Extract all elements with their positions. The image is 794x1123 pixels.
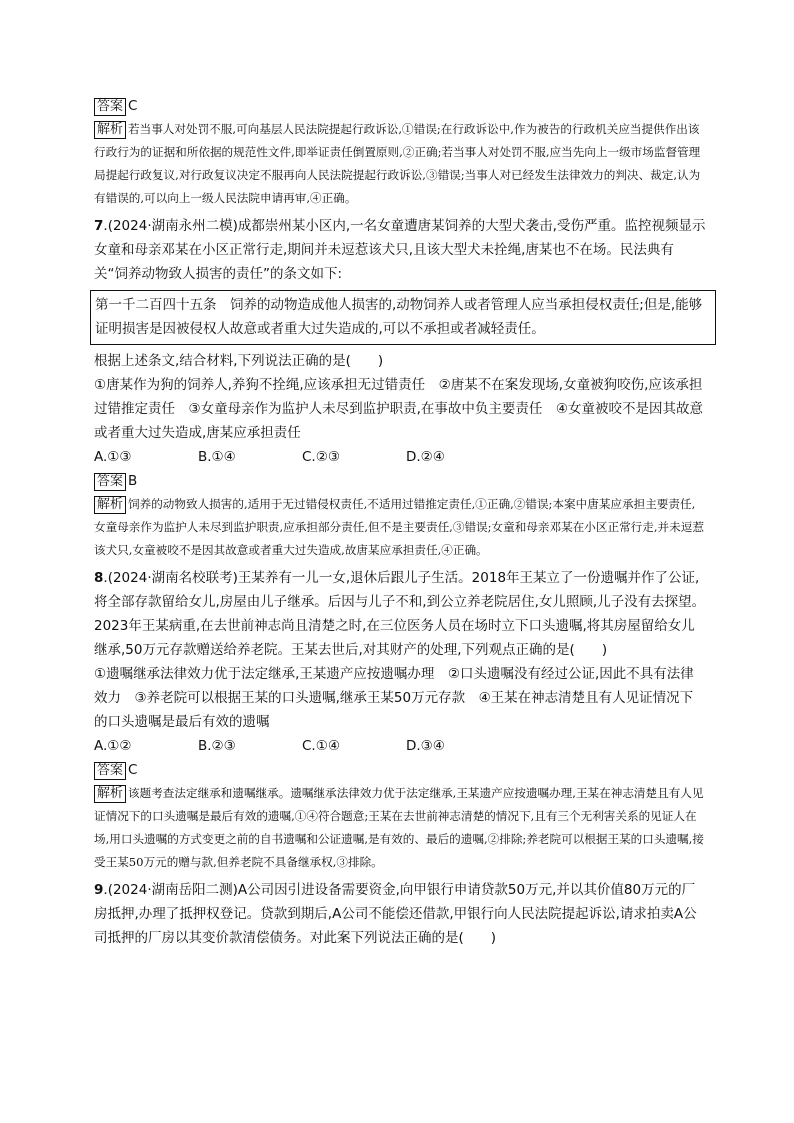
q8-statements: ①遗嘱继承法律效力优于法定继承,王某遗产应按遗嘱办理 ②口头遗嘱没有经过公证,因此不具有法律效力 ③养老院可以根据王某的口头遗嘱,继承王某50万元存款 ④王某在神志清楚且有人见证情况下的口头遗嘱是最后有效的遗嘱 xyxy=(94,666,694,730)
q7-option-b: B.①④ xyxy=(198,449,236,465)
q8-options xyxy=(94,734,706,758)
answer-label: 答案 xyxy=(94,473,126,491)
q7-law-box: 第一千二百四十五条 饲养的动物造成他人损害的,动物饲养人或者管理人应当承担侵权责任;但是,能够证明损害是因被侵权人故意或者重大过失造成的,可以不承担或者减轻责任。 xyxy=(90,290,716,345)
q6-answer-value: C xyxy=(128,98,138,114)
q7-option-a: A.①③ xyxy=(94,449,132,465)
q6-analysis-text: 若当事人对处罚不服,可向基层人民法院提起行政诉讼,①错误;在行政诉讼中,作为被告的行政机关应当提供作出该行政行为的证据和所依据的规范性文件,即举证责任倒置原则,②正确;若当事人对处罚不服,应当先向上一级市场监督管理局提起行政复议,对行政复议决定不服再向人民法院提起行政诉讼,③错误;当事人对已经发生法律效力的判决、裁定,认为有错误的,可以向上一级人民法院申请再审,④正确。 xyxy=(94,122,701,205)
q7-stem xyxy=(94,214,706,286)
analysis-label: 解析 xyxy=(94,121,126,139)
q6-analysis xyxy=(94,118,706,210)
analysis-label: 解析 xyxy=(94,496,126,514)
q7-answer-value: B xyxy=(128,473,138,489)
q7-question: 根据上述条文,结合材料,下列说法正确的是( ) xyxy=(94,353,384,369)
q7-answer xyxy=(94,469,706,493)
q8-stem-text: 王某养有一儿一女,退休后跟儿子生活。2018年王某立了一份遗嘱并作了公证,将全部存款留给女儿,房屋由儿子继承。后因与儿子不和,到公立养老院居住,女儿照顾,儿子没有去探望。2023年王某病重,在去世前神志尚且清楚之时,在三位医务人员在场时立下口头遗嘱,将其房屋留给女儿继承,50万元存款赠送给养老院。王某去世后,对其财产的处理,下列观点正确的是( ) xyxy=(94,570,706,658)
q9-stem xyxy=(94,878,706,950)
q7-stem-text: 成都崇州某小区内,一名女童遭唐某饲养的大型犬袭击,受伤严重。监控视频显示女童和母亲邓某在小区正常行走,期间并未逗惹该犬只,且该大型犬未拴绳,唐某也不在场。民法典有关“饲养动物致人损害的责任”的条文如下: xyxy=(94,218,706,282)
q7-statements: ①唐某作为狗的饲养人,养狗不拴绳,应该承担无过错责任 ②唐某不在案发现场,女童被狗咬伤,应该承担过错推定责任 ③女童母亲作为监护人未尽到监护职责,在事故中负主要责任 ④女童被咬不是因其故意或者重大过失造成,唐某应承担责任 xyxy=(94,377,703,441)
q8-analysis xyxy=(94,782,706,874)
q7-option-c: C.②③ xyxy=(302,449,340,465)
q7-source: .(2024·湖南永州二模) xyxy=(103,218,238,234)
q8-analysis-text: 该题考查法定继承和遗嘱继承。遗嘱继承法律效力优于法定继承,王某遗产应按遗嘱办理,王某在神志清楚且有人见证情况下的口头遗嘱是最后有效的遗嘱,①④符合题意;王某在去世前神志清楚的情况下,且有三个无利害关系的见证人在场,用口头遗嘱的方式变更之前的自书遗嘱和公证遗嘱,是有效的、最后的遗嘱,②排除;养老院可以根据王某的口头遗嘱,接受王某50万元的赠与款,但养老院不具备继承权,③排除。 xyxy=(94,786,704,869)
answer-label: 答案 xyxy=(94,762,126,780)
q8-source: .(2024·湖南名校联考) xyxy=(103,570,238,586)
document-page xyxy=(94,94,706,950)
q8-option-d: D.③④ xyxy=(406,738,445,754)
q8-option-a: A.①② xyxy=(94,738,132,754)
q8-stem xyxy=(94,566,706,662)
q8-number: 8 xyxy=(94,570,104,586)
q9-number: 9 xyxy=(94,882,104,898)
q8-option-c: C.①④ xyxy=(302,738,340,754)
q7-options xyxy=(94,445,706,469)
q9-stem-text: A公司因引进设备需要资金,向甲银行申请贷款50万元,并以其价值80万元的厂房抵押,办理了抵押权登记。贷款到期后,A公司不能偿还借款,甲银行向人民法院提起诉讼,请求拍卖A公司抵押的厂房以其变价款清偿债务。对此案下列说法正确的是( ) xyxy=(94,882,697,946)
q7-option-d: D.②④ xyxy=(406,449,445,465)
q9-source: .(2024·湖南岳阳二测) xyxy=(103,882,238,898)
q8-answer-value: C xyxy=(128,762,138,778)
q7-number: 7 xyxy=(94,218,104,234)
q8-answer xyxy=(94,758,706,782)
q7-analysis-text: 饲养的动物致人损害的,适用于无过错侵权责任,不适用过错推定责任,①正确,②错误;本案中唐某应承担主要责任,女童母亲作为监护人未尽到监护职责,应承担部分责任,但不是主要责任,③错误;女童和母亲邓某在小区正常行走,并未逗惹该犬只,女童被咬不是因其故意或者重大过失造成,故唐某应承担责任,④正确。 xyxy=(94,497,704,557)
q6-answer xyxy=(94,94,706,118)
answer-label: 答案 xyxy=(94,98,126,116)
q8-option-b: B.②③ xyxy=(198,738,236,754)
analysis-label: 解析 xyxy=(94,785,126,803)
q7-analysis xyxy=(94,493,706,562)
